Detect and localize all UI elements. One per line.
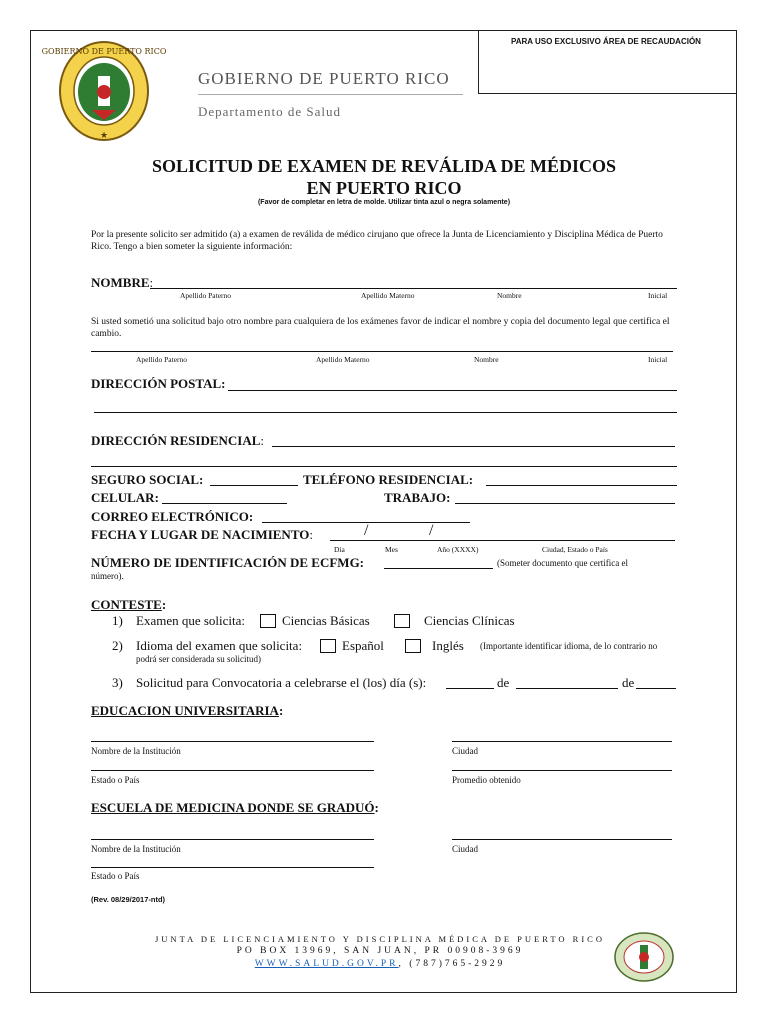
medical-board-seal-icon xyxy=(613,931,675,983)
ecfmg-note: (Someter documento que certifica el xyxy=(497,558,628,568)
name-sub-maternal: Apellido Materno xyxy=(361,291,415,300)
footer-phone: , (787)765-2929 xyxy=(398,959,506,969)
cell-field[interactable] xyxy=(162,503,287,504)
medschool-institution-label: Nombre de la Institución xyxy=(91,844,181,854)
basic-sciences-label: Ciencias Básicas xyxy=(282,613,370,628)
language-note: (Importante identificar idioma, de lo contrario no xyxy=(480,641,658,651)
name-sub-initial: Inicial xyxy=(648,291,668,300)
work-phone-field[interactable] xyxy=(455,503,675,504)
clinical-sciences-label: Ciencias Clínicas xyxy=(424,613,515,628)
question-3-label: Solicitud para Convocatoria a celebrarse el (los) día (s): xyxy=(136,675,427,690)
convocation-year-field[interactable] xyxy=(636,688,676,689)
clinical-sciences-checkbox[interactable] xyxy=(394,614,410,628)
name-label: NOMBRE xyxy=(91,275,150,290)
birth-sub-place: Ciudad, Estado o País xyxy=(542,545,608,554)
postal-address-field-2[interactable] xyxy=(94,412,677,413)
university-state-label: Estado o País xyxy=(91,775,140,785)
government-name: GOBIERNO DE PUERTO RICO xyxy=(198,69,450,88)
other-name-field[interactable] xyxy=(91,351,673,352)
ecfmg-note-2: número). xyxy=(91,571,124,581)
question-2-number: 2) xyxy=(112,638,123,653)
name-sub-first: Nombre xyxy=(497,291,522,300)
birth-sub-month: Mes xyxy=(385,545,398,554)
university-heading-colon: : xyxy=(278,703,284,718)
medschool-heading: ESCUELA DE MEDICINA DONDE SE GRADUÓ xyxy=(91,800,375,815)
medschool-city-field[interactable] xyxy=(452,839,672,840)
residential-address-label: DIRECCIÓN RESIDENCIAL xyxy=(91,433,261,448)
name-sub-paternal: Apellido Paterno xyxy=(180,291,232,300)
postal-address-field[interactable] xyxy=(228,390,677,391)
ecfmg-label: NÚMERO DE IDENTIFICACIÓN DE ECFMG: xyxy=(91,555,365,570)
revision-label: (Rev. 08/29/2017-ntd) xyxy=(91,895,166,904)
office-use-box xyxy=(478,31,737,94)
university-heading: EDUCACION UNIVERSITARIA xyxy=(91,703,279,718)
other-sub-maternal: Apellido Materno xyxy=(316,355,370,364)
medschool-heading-wrap xyxy=(91,800,379,816)
convocation-day-field[interactable] xyxy=(446,688,494,689)
university-gpa-label: Promedio obtenido xyxy=(452,775,521,785)
question-2-label: Idioma del examen que solicita: xyxy=(136,638,303,653)
medschool-heading-colon: : xyxy=(374,800,379,815)
medschool-state-field[interactable] xyxy=(91,867,374,868)
office-use-label: PARA USO EXCLUSIVO ÁREA DE RECAUDACIÓN xyxy=(511,37,701,46)
birth-label: FECHA Y LUGAR DE NACIMIENTO xyxy=(91,527,310,542)
other-name-note: Si usted sometió una solicitud bajo otro nombre para cualquiera de los exámenes favor de indicar el nombre y copia del documento legal que certifica el cambio. xyxy=(91,317,670,339)
birth-sub-year: Año (XXXX) xyxy=(437,545,479,554)
name-label-colon: : xyxy=(149,275,154,290)
medschool-city-label: Ciudad xyxy=(452,844,478,854)
residential-address-field[interactable] xyxy=(272,446,675,447)
footer-board-name: JUNTA DE LICENCIAMIENTO Y DISCIPLINA MÉDICA DE PUERTO RICO xyxy=(154,934,605,944)
university-institution-label: Nombre de la Institución xyxy=(91,746,181,756)
birth-slash-2: / xyxy=(429,522,434,539)
form-title-line1: SOLICITUD DE EXAMEN DE REVÁLIDA DE MÉDICOS xyxy=(151,156,617,176)
answer-heading-wrap xyxy=(91,597,166,613)
name-label-wrap xyxy=(91,275,153,291)
cell-label: CELULAR: xyxy=(91,490,159,505)
department-name: Departamento de Salud xyxy=(198,104,342,119)
svg-text:GOBIERNO DE PUERTO RICO: GOBIERNO DE PUERTO RICO xyxy=(41,47,167,56)
ecfmg-field[interactable] xyxy=(384,568,493,569)
university-city-label: Ciudad xyxy=(452,746,478,756)
answer-heading-colon: : xyxy=(161,597,167,612)
spanish-checkbox[interactable] xyxy=(320,639,336,653)
ssn-field[interactable] xyxy=(210,485,298,486)
home-phone-label: TELÉFONO RESIDENCIAL: xyxy=(303,472,474,487)
header-divider xyxy=(198,94,463,95)
birth-slash-1: / xyxy=(364,522,369,539)
question-1-number: 1) xyxy=(112,613,123,628)
basic-sciences-checkbox[interactable] xyxy=(260,614,276,628)
medschool-state-label: Estado o País xyxy=(91,871,140,881)
ssn-label: SEGURO SOCIAL: xyxy=(91,472,204,487)
puerto-rico-seal-icon xyxy=(41,40,167,142)
birth-label-wrap xyxy=(91,527,313,543)
birth-sub-day: Día xyxy=(334,545,345,554)
university-gpa-field[interactable] xyxy=(452,770,672,771)
other-sub-first: Nombre xyxy=(474,355,499,364)
medschool-institution-field[interactable] xyxy=(91,839,374,840)
convocation-month-field[interactable] xyxy=(516,688,618,689)
university-city-field[interactable] xyxy=(452,741,672,742)
work-phone-label: TRABAJO: xyxy=(384,490,451,505)
home-phone-field[interactable] xyxy=(486,485,677,486)
footer-website-link[interactable]: WWW.SALUD.GOV.PR xyxy=(254,959,399,969)
spanish-label: Español xyxy=(342,638,384,653)
form-instructions: (Favor de completar en letra de molde. Utilizar tinta azul o negra solamente) xyxy=(257,199,511,206)
birth-colon: : xyxy=(309,527,313,542)
question-1-label: Examen que solicita: xyxy=(136,613,246,628)
other-sub-initial: Inicial xyxy=(648,355,668,364)
birth-field[interactable] xyxy=(330,540,675,541)
question-3-number: 3) xyxy=(112,675,123,690)
university-state-field[interactable] xyxy=(91,770,374,771)
name-field[interactable] xyxy=(150,288,677,289)
postal-address-label: DIRECCIÓN POSTAL: xyxy=(91,376,226,391)
intro-paragraph: Por la presente solicito ser admitido (a) a examen de reválida de médico cirujano que ofrece la Junta de Licenciamiento y Disciplina Médica de Puerto Rico. Tengo a bien someter la siguiente información: xyxy=(91,230,663,252)
residential-colon: : xyxy=(260,433,265,448)
email-label: CORREO ELECTRÓNICO: xyxy=(91,509,254,524)
svg-text:★: ★ xyxy=(99,130,109,140)
residential-label-wrap xyxy=(91,433,264,449)
footer-address: PO BOX 13969, SAN JUAN, PR 00908-3969 xyxy=(236,946,524,956)
residential-address-field-2[interactable] xyxy=(91,466,677,467)
form-title-line2: EN PUERTO RICO xyxy=(306,178,462,198)
language-note-2: podrá ser considerada su solicitud) xyxy=(136,654,261,664)
other-sub-paternal: Apellido Paterno xyxy=(136,355,188,364)
convocation-de-2: de xyxy=(622,675,635,690)
university-heading-wrap xyxy=(91,703,283,719)
convocation-de-1: de xyxy=(497,675,510,690)
answer-heading: CONTESTE xyxy=(91,597,162,612)
university-institution-field[interactable] xyxy=(91,741,374,742)
english-checkbox[interactable] xyxy=(405,639,421,653)
english-label: Inglés xyxy=(432,638,464,653)
